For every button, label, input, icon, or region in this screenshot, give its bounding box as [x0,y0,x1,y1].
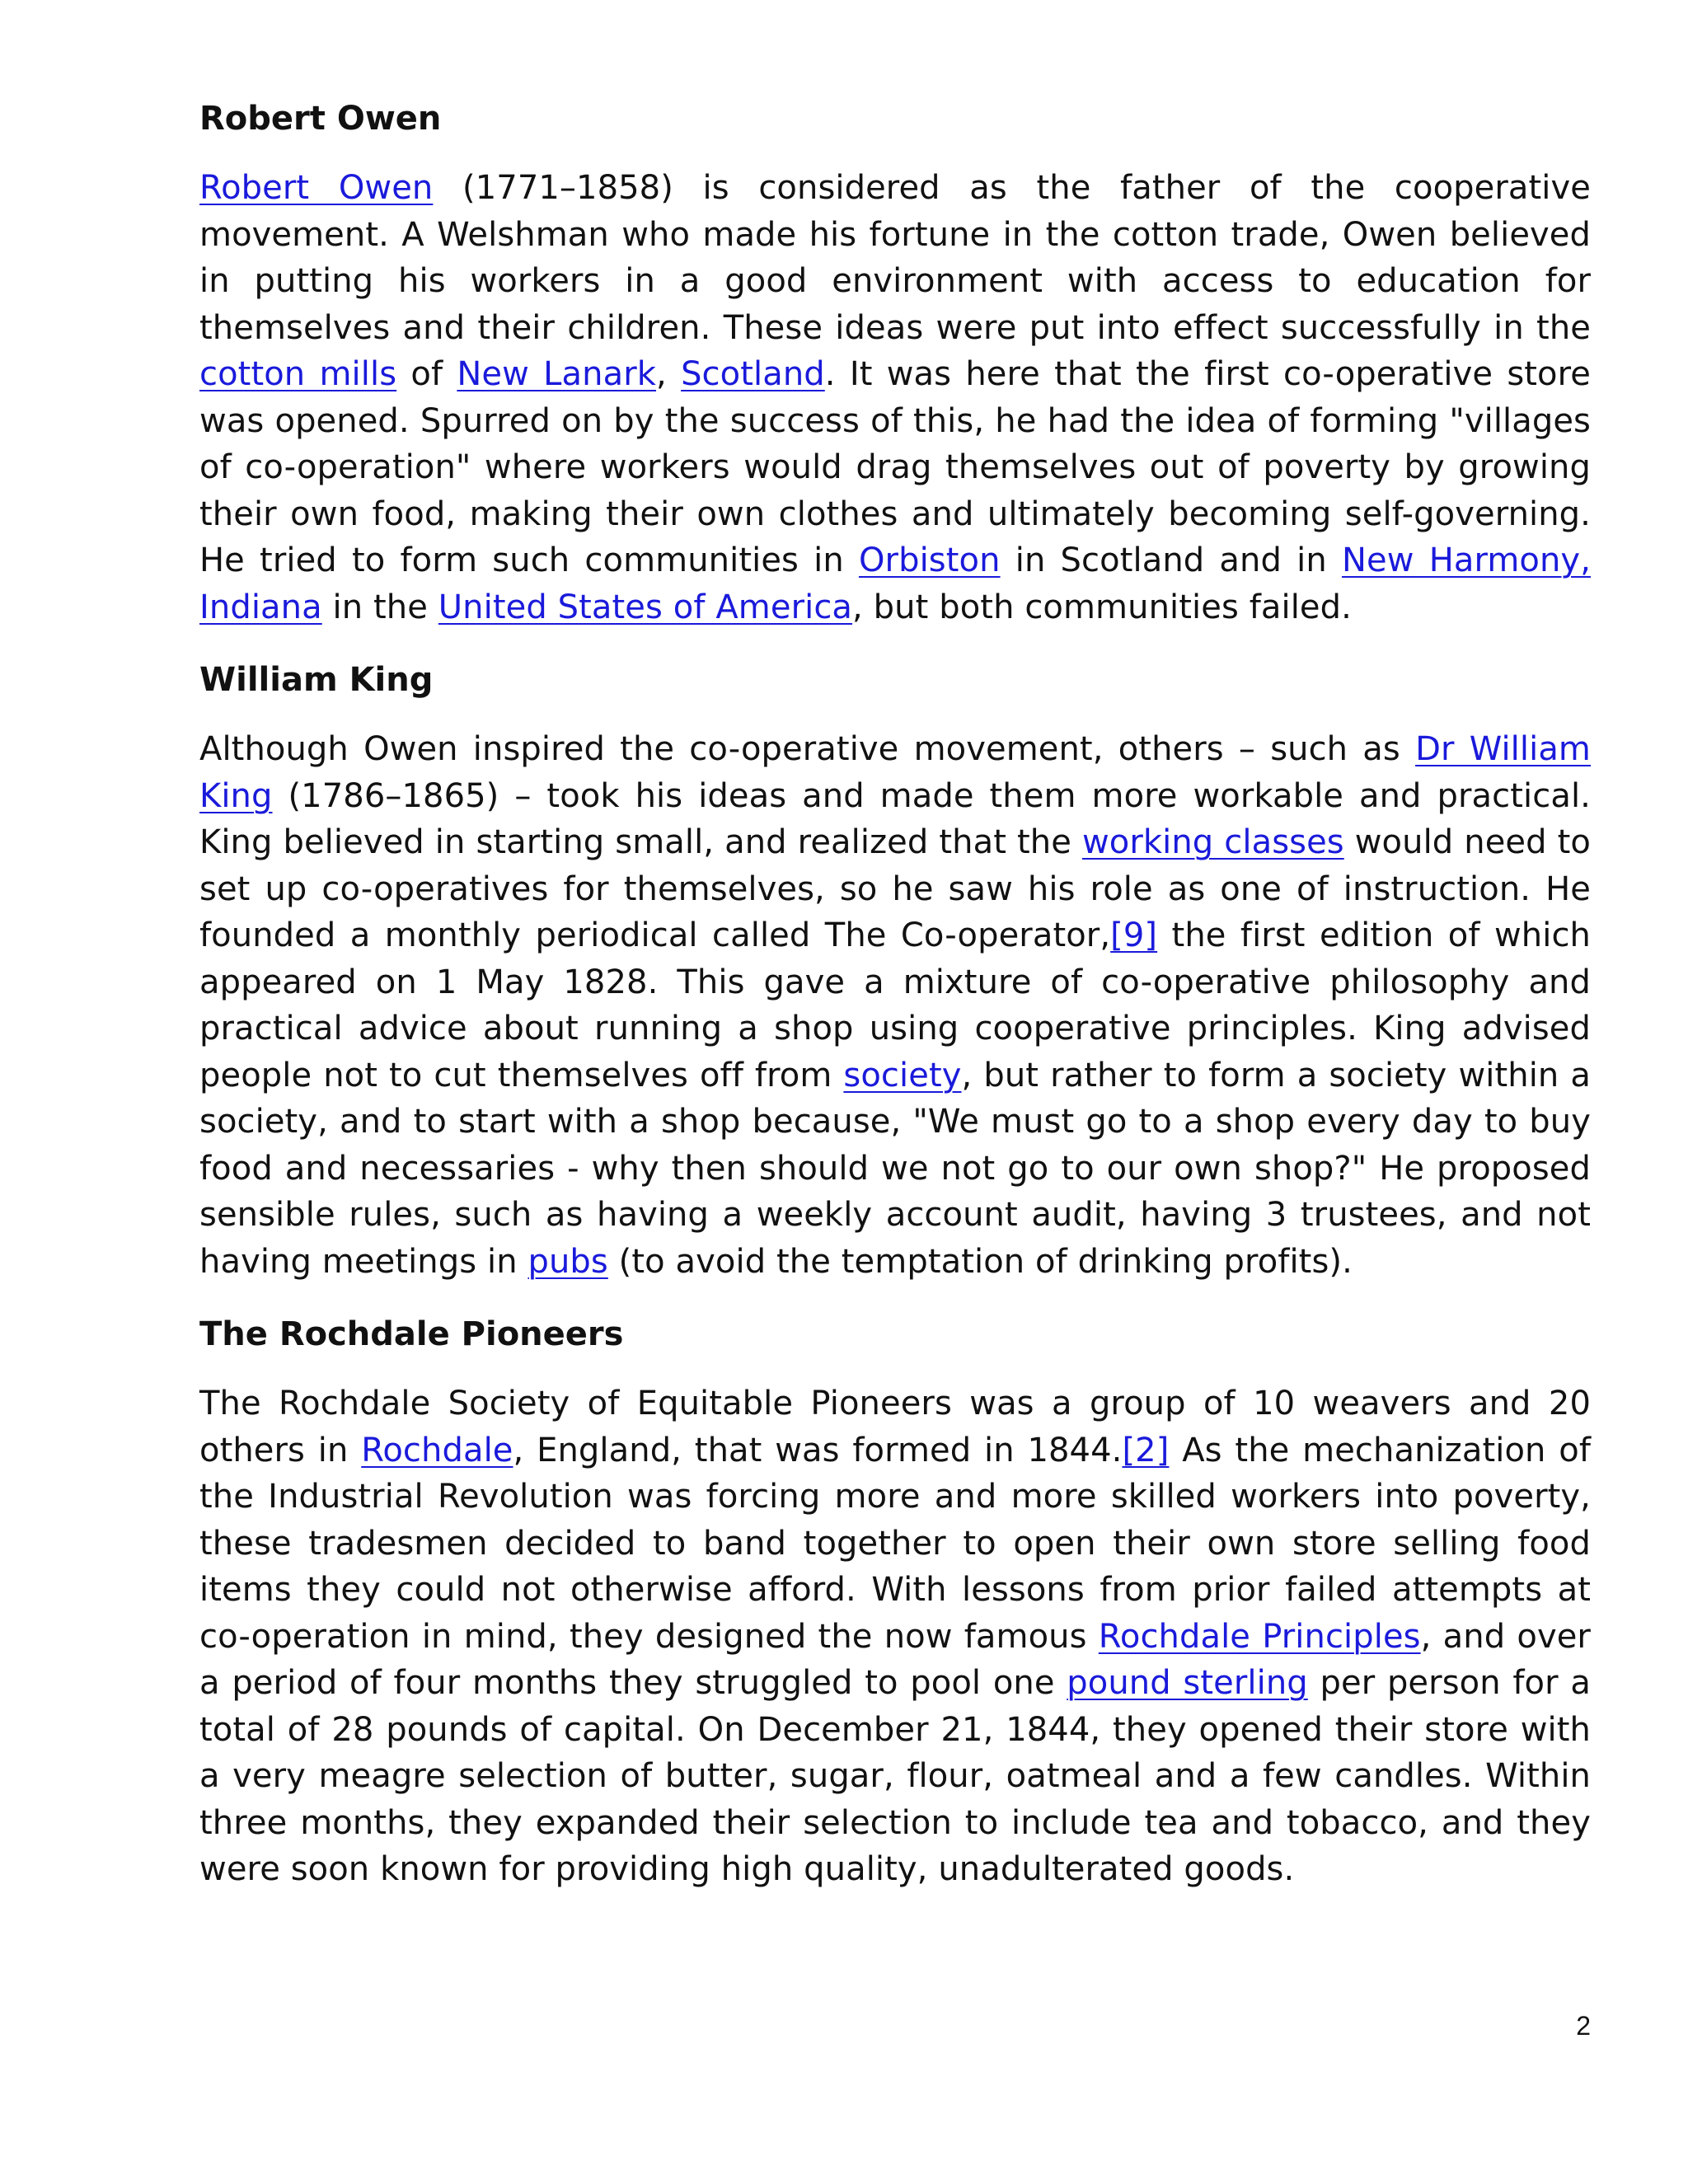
page-number: 2 [1576,2011,1591,2041]
text-run: of [396,355,457,393]
link-scotland[interactable]: Scotland [681,355,825,393]
text-run: (1786–1865) – took his ideas and made them more workable and practical. King believed in starting small, and realized that the [199,776,1591,861]
text-run: (to avoid the temptation of drinking profits). [607,1242,1353,1281]
link-society[interactable]: society [843,1056,962,1094]
text-run: per person for a total of 28 pounds of capital. On December 21, 1844, they opened their store with a very meagre selection of butter, sugar, flour, oatmeal and a few candles. Within three months, they expanded their selection to include tea and tobacco, and they were soon known for providing high quality, unadulterated goods. [199,1664,1591,1888]
text-run: , but both communities failed. [852,588,1352,626]
link-pubs[interactable]: pubs [528,1242,608,1281]
text-run: (1771–1858) is considered as the father of the cooperative movement. A Welshman who made his fortune in the cotton trade, Owen believed in putting his workers in a good environment with access to education for themselves and their children. These ideas were put into effect successfully in the [199,169,1591,347]
text-run: , but rather to form a society within a society, and to start with a shop because, "We must go to a shop every day to buy food and necessaries - why then should we not go to our own shop?" He proposed sensible rules, such as having a weekly account audit, having 3 trustees, and not having meetings in [199,1056,1591,1281]
document-content [199,96,1591,1919]
section-heading-rochdale-pioneers: The Rochdale Pioneers [199,1315,624,1353]
link-cotton-mills[interactable]: cotton mills [199,355,397,393]
text-run: in the [321,588,438,626]
link-united-states-of-america[interactable]: United States of America [438,588,853,626]
text-run: Although Owen inspired the co-operative movement, others – such as [199,730,1416,768]
section-paragraph-william-king [199,726,1591,1285]
text-run: the first edition of which appeared on 1 May 1828. This gave a mixture of co-operative philosophy and practical advice about running a shop using cooperative principles. King advised people not to cut themselves off from [199,916,1591,1094]
link-2[interactable]: [2] [1122,1431,1170,1469]
text-run: . It was here that the first co-operative store was opened. Spurred on by the success of this, he had the idea of forming "villages of co-operation" where workers would drag themselves out of poverty by growing their own food, making their own clothes and ultimately becoming self-governing. He tried to form such communities in [199,355,1592,579]
text-run: in Scotland and in [1000,541,1342,579]
link-rochdale-principles[interactable]: Rochdale Principles [1098,1617,1421,1656]
link-rochdale[interactable]: Rochdale [361,1431,513,1469]
link-new-harmony-indiana[interactable]: New Harmony, Indiana [199,541,1592,626]
text-run: would need to set up co-operatives for themselves, so he saw his role as one of instruction. He founded a monthly periodical called The Co-operator, [199,823,1591,954]
section-heading-william-king: William King [199,661,434,699]
link-robert-owen[interactable]: Robert Owen [199,169,434,207]
link-new-lanark[interactable]: New Lanark [457,355,657,393]
text-run: , and over a period of four months they struggled to pool one [199,1617,1591,1702]
text-run: The Rochdale Society of Equitable Pioneers was a group of 10 weavers and 20 others in [199,1385,1591,1469]
link-9[interactable]: [9] [1110,916,1158,954]
link-working-classes[interactable]: working classes [1081,823,1344,861]
text-run: , England, that was formed in 1844. [513,1431,1123,1469]
section-heading-robert-owen: Robert Owen [199,100,442,138]
link-orbiston[interactable]: Orbiston [858,541,1001,579]
text-run: As the mechanization of the Industrial Revolution was forcing more and more skilled workers into poverty, these tradesmen decided to band together to open their own store selling food items they could not otherwise afford. With lessons from prior failed attempts at co-operation in mind, they designed the now famous [199,1431,1592,1656]
text-run: , [656,355,682,393]
section-paragraph-robert-owen [199,165,1591,630]
section-paragraph-rochdale-pioneers [199,1380,1591,1893]
link-pound-sterling[interactable]: pound sterling [1067,1664,1308,1702]
link-dr-william-king[interactable]: Dr William King [199,730,1591,815]
